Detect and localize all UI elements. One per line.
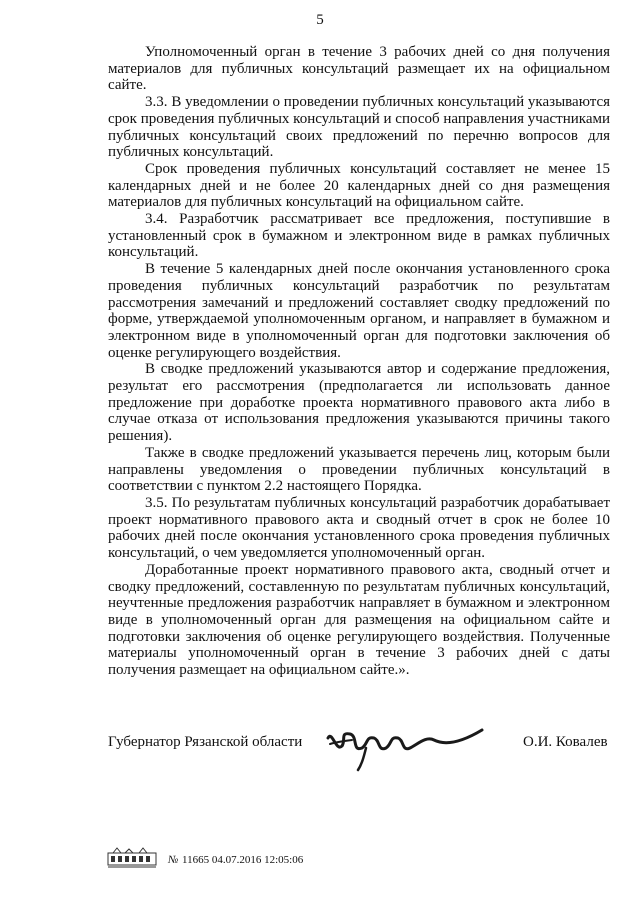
paragraph: В сводке предложений указываются автор и содержание предложения, результат его рассмотрения (предполагается ли использовать данное предложение при доработке проекта нормативного правового акта либо в случае отказа от использования предложения указываются причины такого решения).	[108, 361, 610, 445]
handwritten-signature	[322, 718, 490, 772]
document-body	[108, 44, 610, 679]
paragraph: 3.5. По результатам публичных консультаций разработчик дорабатывает проект нормативного правового акта и сводный отчет в срок не более 10 рабочих дней после окончания установленного срока проведения публичных консультаций, о чем уведомляется уполномоченный орган.	[108, 494, 610, 562]
paragraph: Доработанные проект нормативного правового акта, сводный отчет и сводку предложений, составленную по результатам публичных консультаций, неучтенные предложения разработчик направляет в бумажном и электронном виде в уполномоченный орган для размещения на официальном сайте и подготовки заключения об оценке регулирующего воздействия. Полученные материалы уполномоченный орган в течение 3 рабочих дней с даты получения размещает на официальном сайте.».	[108, 561, 610, 679]
registry-stamp-icon	[107, 846, 157, 868]
paragraph: В течение 5 календарных дней после окончания установленного срока проведения публичных консультаций разработчик по результатам рассмотрения замечаний и предложений составляет сводку предложений по форме, утверждаемой уполномоченным органом, и направляет в бумажном и электронном виде в уполномоченный орган для подготовки заключения об оценке регулирующего воздействия.	[108, 261, 610, 361]
registration-number: 11665 04.07.2016 12:05:06	[182, 854, 304, 866]
paragraph: Также в сводке предложений указывается перечень лиц, которым были направлены уведомления о проведении публичных консультаций в соответствии с пунктом 2.2 настоящего Порядка.	[108, 444, 610, 495]
paragraph: 3.3. В уведомлении о проведении публичных консультаций указываются срок проведения публичных консультаций и способ направления участниками публичных консультаций своих предложений по перечню вопросов для публичных консультаций.	[108, 94, 610, 161]
page-number: 5	[316, 12, 324, 28]
signatory-name: О.И. Ковалев	[523, 734, 608, 750]
paragraph: Срок проведения публичных консультаций составляет не менее 15 календарных дней и не более 20 календарных дней со дня размещения материалов для публичных консультаций на официальном сайте.	[108, 160, 610, 211]
registration-number-sign: №	[168, 854, 179, 866]
paragraph: 3.4. Разработчик рассматривает все предложения, поступившие в установленный срок в бумажном и электронном виде в рамках публичных консультаций.	[108, 211, 610, 261]
signatory-position: Губернатор Рязанской области	[108, 734, 303, 750]
paragraph: Уполномоченный орган в течение 3 рабочих дней со дня получения материалов для публичных консультаций размещает их на официальном сайте.	[108, 44, 610, 94]
